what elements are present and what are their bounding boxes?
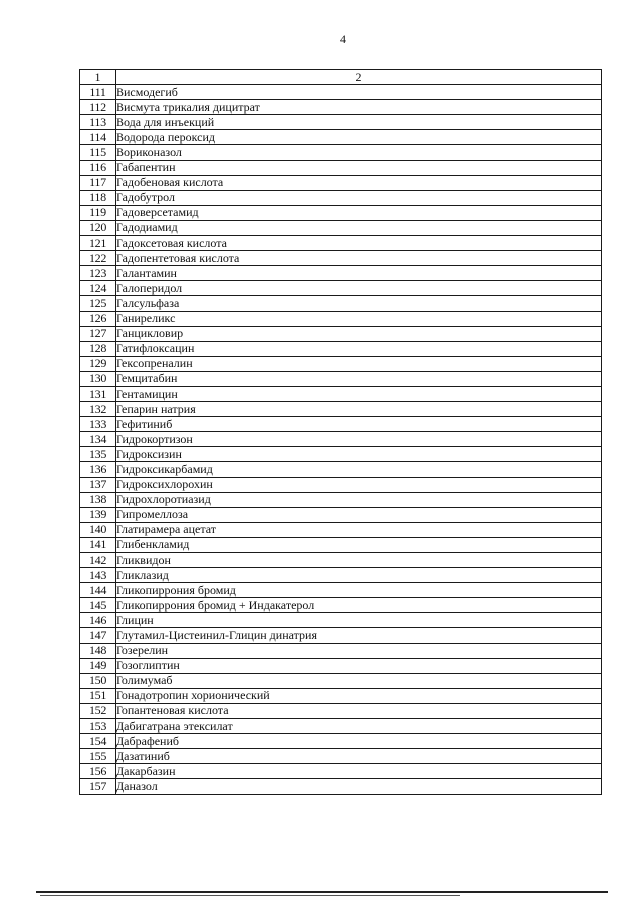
row-number: 112	[80, 100, 116, 115]
table-row	[80, 190, 602, 205]
table-row	[80, 220, 602, 235]
column-header-name: 2	[116, 70, 602, 85]
table-row	[80, 160, 602, 175]
table-row	[80, 568, 602, 583]
drug-name: Гадобеновая кислота	[116, 175, 602, 190]
table-row	[80, 779, 602, 794]
table-row	[80, 281, 602, 296]
drug-name: Дакарбазин	[116, 764, 602, 779]
table-row	[80, 719, 602, 734]
row-number: 142	[80, 553, 116, 568]
drug-name: Ганцикловир	[116, 326, 602, 341]
table-body	[80, 85, 602, 794]
drug-name: Глицин	[116, 613, 602, 628]
drug-name: Глутамил-Цистеинил-Глицин динатрия	[116, 628, 602, 643]
row-number: 132	[80, 402, 116, 417]
row-number: 124	[80, 281, 116, 296]
drug-table	[79, 69, 602, 795]
row-number: 151	[80, 688, 116, 703]
drug-name: Габапентин	[116, 160, 602, 175]
row-number: 117	[80, 175, 116, 190]
row-number: 120	[80, 220, 116, 235]
row-number: 140	[80, 522, 116, 537]
table-row	[80, 205, 602, 220]
table-row	[80, 688, 602, 703]
table-row	[80, 628, 602, 643]
table-row	[80, 402, 602, 417]
row-number: 150	[80, 673, 116, 688]
row-number: 153	[80, 719, 116, 734]
drug-name: Гепарин натрия	[116, 402, 602, 417]
table-row	[80, 175, 602, 190]
row-number: 111	[80, 85, 116, 100]
drug-name: Гатифлоксацин	[116, 341, 602, 356]
drug-name: Гемцитабин	[116, 371, 602, 386]
table-row	[80, 764, 602, 779]
row-number: 134	[80, 432, 116, 447]
drug-name: Ганиреликс	[116, 311, 602, 326]
drug-name: Гозерелин	[116, 643, 602, 658]
drug-name: Гадоверсетамид	[116, 205, 602, 220]
table-row	[80, 658, 602, 673]
page-number: 4	[340, 32, 346, 46]
drug-name: Гозоглиптин	[116, 658, 602, 673]
table-row	[80, 417, 602, 432]
table-row	[80, 522, 602, 537]
row-number: 130	[80, 371, 116, 386]
row-number: 143	[80, 568, 116, 583]
drug-name: Гадодиамид	[116, 220, 602, 235]
table-row	[80, 145, 602, 160]
table-header-row	[80, 70, 602, 85]
drug-name: Гадопентетовая кислота	[116, 251, 602, 266]
drug-name: Гонадотропин хорионический	[116, 688, 602, 703]
drug-name: Вориконазол	[116, 145, 602, 160]
row-number: 138	[80, 492, 116, 507]
table-row	[80, 447, 602, 462]
row-number: 119	[80, 205, 116, 220]
table-row	[80, 130, 602, 145]
drug-name: Глибенкламид	[116, 537, 602, 552]
table-row	[80, 643, 602, 658]
drug-name: Гопантеновая кислота	[116, 703, 602, 718]
drug-name: Гидроксихлорохин	[116, 477, 602, 492]
row-number: 135	[80, 447, 116, 462]
table-row	[80, 553, 602, 568]
row-number: 121	[80, 236, 116, 251]
row-number: 123	[80, 266, 116, 281]
table-row	[80, 326, 602, 341]
table-row	[80, 341, 602, 356]
table-row	[80, 386, 602, 401]
row-number: 113	[80, 115, 116, 130]
table-row	[80, 371, 602, 386]
drug-name: Голимумаб	[116, 673, 602, 688]
drug-name: Гидроксизин	[116, 447, 602, 462]
table-row	[80, 236, 602, 251]
row-number: 126	[80, 311, 116, 326]
table-row	[80, 507, 602, 522]
row-number: 122	[80, 251, 116, 266]
row-number: 125	[80, 296, 116, 311]
drug-name: Гликлазид	[116, 568, 602, 583]
drug-name: Висмута трикалия дицитрат	[116, 100, 602, 115]
column-header-number: 1	[80, 70, 116, 85]
row-number: 115	[80, 145, 116, 160]
row-number: 149	[80, 658, 116, 673]
drug-name: Висмодегиб	[116, 85, 602, 100]
row-number: 131	[80, 386, 116, 401]
table-row	[80, 100, 602, 115]
drug-name: Дабигатрана этексилат	[116, 719, 602, 734]
drug-name: Гликопиррония бромид + Индакатерол	[116, 598, 602, 613]
row-number: 139	[80, 507, 116, 522]
table-row	[80, 492, 602, 507]
row-number: 152	[80, 703, 116, 718]
drug-name: Галоперидол	[116, 281, 602, 296]
table-row	[80, 462, 602, 477]
footer-rule	[36, 891, 608, 893]
drug-name: Глатирамера ацетат	[116, 522, 602, 537]
row-number: 148	[80, 643, 116, 658]
row-number: 146	[80, 613, 116, 628]
drug-name: Гипромеллоза	[116, 507, 602, 522]
drug-name: Галантамин	[116, 266, 602, 281]
table-row	[80, 85, 602, 100]
table-row	[80, 115, 602, 130]
row-number: 114	[80, 130, 116, 145]
row-number: 156	[80, 764, 116, 779]
table-row	[80, 251, 602, 266]
drug-name: Гликопиррония бромид	[116, 583, 602, 598]
row-number: 147	[80, 628, 116, 643]
drug-name: Гадобутрол	[116, 190, 602, 205]
row-number: 118	[80, 190, 116, 205]
row-number: 128	[80, 341, 116, 356]
table-row	[80, 477, 602, 492]
table-row	[80, 311, 602, 326]
drug-name: Дабрафениб	[116, 734, 602, 749]
drug-name: Гефитиниб	[116, 417, 602, 432]
drug-name: Гидроксикарбамид	[116, 462, 602, 477]
row-number: 145	[80, 598, 116, 613]
row-number: 157	[80, 779, 116, 794]
row-number: 129	[80, 356, 116, 371]
row-number: 133	[80, 417, 116, 432]
table-row	[80, 583, 602, 598]
table-row	[80, 266, 602, 281]
table-row	[80, 749, 602, 764]
drug-name: Гидрокортизон	[116, 432, 602, 447]
drug-name: Гадоксетовая кислота	[116, 236, 602, 251]
drug-name: Галсульфаза	[116, 296, 602, 311]
row-number: 154	[80, 734, 116, 749]
drug-name: Дазатиниб	[116, 749, 602, 764]
drug-name: Вода для инъекций	[116, 115, 602, 130]
row-number: 127	[80, 326, 116, 341]
table-row	[80, 613, 602, 628]
drug-name: Гексопреналин	[116, 356, 602, 371]
row-number: 141	[80, 537, 116, 552]
footer-rule-thin	[40, 895, 460, 896]
table-row	[80, 537, 602, 552]
table-row	[80, 673, 602, 688]
row-number: 137	[80, 477, 116, 492]
row-number: 144	[80, 583, 116, 598]
drug-name: Гентамицин	[116, 386, 602, 401]
drug-name: Водорода пероксид	[116, 130, 602, 145]
row-number: 155	[80, 749, 116, 764]
table-row	[80, 703, 602, 718]
table-row	[80, 598, 602, 613]
table-row	[80, 296, 602, 311]
drug-name: Даназол	[116, 779, 602, 794]
table-row	[80, 734, 602, 749]
row-number: 136	[80, 462, 116, 477]
drug-name: Гидрохлоротиазид	[116, 492, 602, 507]
drug-name: Гликвидон	[116, 553, 602, 568]
table-row	[80, 356, 602, 371]
table-row	[80, 432, 602, 447]
row-number: 116	[80, 160, 116, 175]
